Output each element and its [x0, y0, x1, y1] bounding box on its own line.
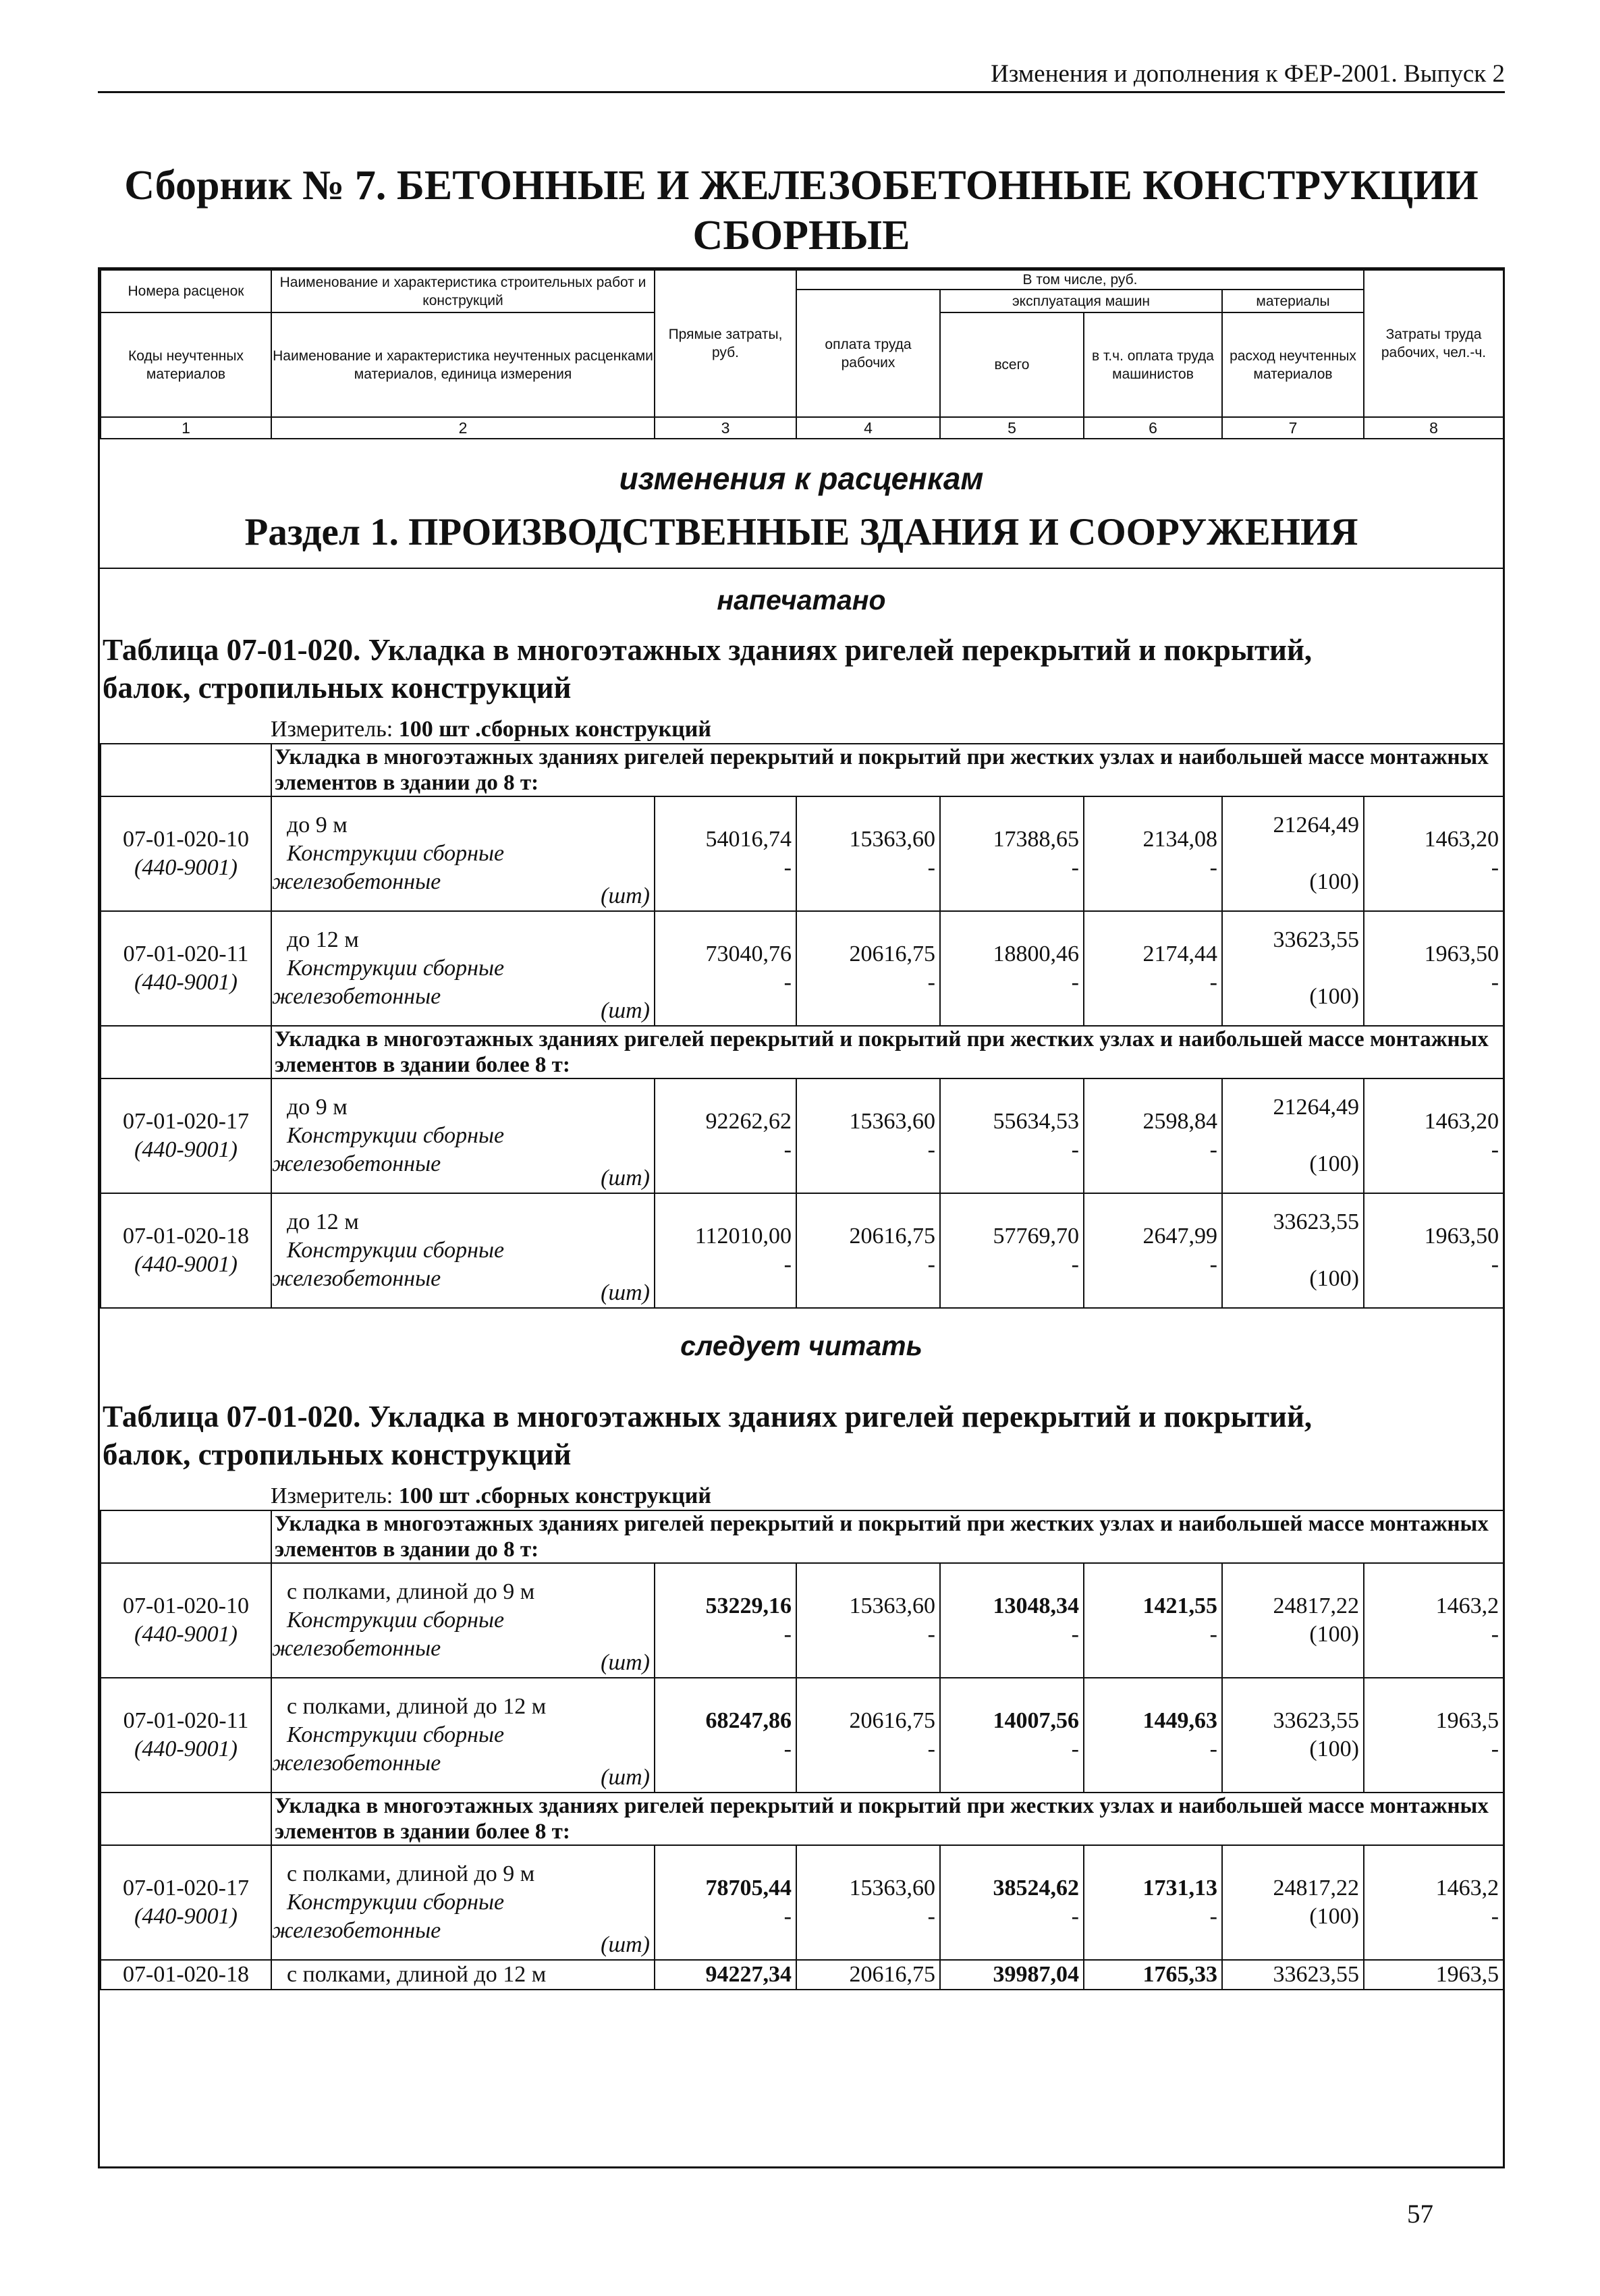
- table-row: [101, 1960, 1504, 1990]
- value-c7: 24817,22: [1273, 1593, 1359, 1618]
- value-c7: 21264,49: [1273, 1095, 1359, 1120]
- value-c6: 1449,63: [1142, 1708, 1217, 1733]
- group-row: [101, 1510, 1504, 1563]
- dash: -: [1209, 970, 1217, 995]
- value-c4: 15363,60: [849, 1109, 935, 1134]
- read-rows-table: [100, 1510, 1504, 1990]
- table-row: [101, 911, 1504, 1026]
- meter-label: Измеритель:: [271, 717, 399, 742]
- work-name: до 9 м: [287, 813, 348, 838]
- dash: -: [1491, 1252, 1499, 1277]
- dash: -: [783, 1137, 792, 1162]
- dash: -: [1491, 1137, 1499, 1162]
- table-title-line-1: Таблица 07-01-020. Укладка в многоэтажных зданиях ригелей перекрытий и покрытий,: [103, 1400, 1313, 1433]
- col-number: 7: [1222, 417, 1364, 439]
- col-number: 4: [796, 417, 940, 439]
- dash: -: [1209, 1737, 1217, 1761]
- value-cell: [1222, 1845, 1364, 1960]
- material-name: железобетонные: [272, 1266, 441, 1291]
- value-cell: [1364, 1960, 1504, 1990]
- rate-code: 07-01-020-17: [123, 1109, 249, 1134]
- value-cell: [655, 1678, 796, 1793]
- value-cell: [655, 1845, 796, 1960]
- material-code: (440-9001): [134, 1252, 238, 1277]
- rates-table: [98, 267, 1505, 2168]
- meter-value: 100 шт .сборных конструкций: [398, 1483, 711, 1508]
- material-name: Конструкции сборные: [287, 956, 505, 981]
- work-name-cell: [271, 1078, 655, 1193]
- table-row: [101, 1078, 1504, 1193]
- header-work-name: Наименование и характеристика строительных работ и конструкций: [271, 270, 655, 312]
- dash: -: [783, 1252, 792, 1277]
- value-c4: 20616,75: [849, 1708, 935, 1733]
- dash: -: [783, 1904, 792, 1929]
- value-cell: [796, 1845, 940, 1960]
- value-cell: [1084, 796, 1222, 911]
- value-c6: 1731,13: [1142, 1876, 1217, 1901]
- material-name: Конструкции сборные: [287, 1722, 505, 1747]
- title-line-2: СБОРНЫЕ: [692, 213, 910, 258]
- value-cell: [940, 1193, 1084, 1308]
- value-cell: [796, 1563, 940, 1678]
- value-cell: [940, 1678, 1084, 1793]
- material-name: Конструкции сборные: [287, 1890, 505, 1915]
- material-name: Конструкции сборные: [287, 1608, 505, 1633]
- material-name: железобетонные: [272, 984, 441, 1009]
- value-cell: [940, 1563, 1084, 1678]
- meter-value: 100 шт .сборных конструкций: [398, 717, 711, 742]
- value-c5: 57769,70: [993, 1224, 1079, 1249]
- value-cell: [1364, 1193, 1504, 1308]
- material-name: Конструкции сборные: [287, 1123, 505, 1148]
- changes-heading: изменения к расценкам: [619, 461, 984, 496]
- value-cell: [796, 1960, 940, 1990]
- value-c8: 1963,5: [1435, 1962, 1499, 1987]
- dash: -: [1071, 970, 1079, 995]
- value-c4: 20616,75: [849, 941, 935, 966]
- work-name-cell: [271, 911, 655, 1026]
- value-c8: 1963,50: [1424, 941, 1499, 966]
- collection-title: [98, 161, 1505, 261]
- dash: -: [1071, 1904, 1079, 1929]
- col-number: 3: [655, 417, 796, 439]
- table-title-line-2: балок, стропильных конструкций: [103, 1438, 572, 1471]
- value-c7: 33623,55: [1273, 1708, 1359, 1733]
- rate-code-cell: [101, 911, 271, 1026]
- value-cell: [655, 1078, 796, 1193]
- read-rows: [101, 1510, 1504, 1990]
- material-unit: (шт): [601, 998, 650, 1023]
- dash: -: [1209, 1137, 1217, 1162]
- col-number: 1: [101, 417, 271, 439]
- material-code: (440-9001): [134, 855, 238, 880]
- printed-rows: [101, 744, 1504, 1308]
- work-name-cell: [271, 1563, 655, 1678]
- table-row: [101, 1678, 1504, 1793]
- group-row: [101, 744, 1504, 796]
- group-caption: Укладка в многоэтажных зданиях ригелей перекрытий и покрытий при жестких узлах и наибольшей массе монтажных элементов в здании более 8 т:: [271, 1793, 1504, 1845]
- value-c3: 73040,76: [705, 941, 792, 966]
- value-cell: [1084, 1845, 1222, 1960]
- rate-code: 07-01-020-11: [123, 941, 249, 966]
- material-code: (440-9001): [134, 1622, 238, 1647]
- material-unit: (шт): [601, 1932, 650, 1957]
- work-name: с полками, длиной до 9 м: [287, 1579, 535, 1604]
- material-quantity: (100): [1309, 1266, 1359, 1291]
- value-c5: 14007,56: [993, 1708, 1079, 1733]
- value-c3: 54016,74: [705, 827, 792, 852]
- value-cell: [1222, 1960, 1364, 1990]
- dash: -: [927, 1252, 935, 1277]
- value-cell: [1364, 911, 1504, 1026]
- material-name: Конструкции сборные: [287, 1238, 505, 1263]
- work-name: с полками, длиной до 12 м: [287, 1694, 547, 1719]
- rate-code: 07-01-020-10: [123, 1593, 249, 1618]
- header-operator-pay: в т.ч. оплата труда машинистов: [1084, 312, 1222, 417]
- value-cell: [940, 1845, 1084, 1960]
- work-name-cell: [271, 1678, 655, 1793]
- value-c5: 13048,34: [993, 1593, 1079, 1618]
- dash: -: [927, 1904, 935, 1929]
- value-cell: [1084, 1563, 1222, 1678]
- dash: -: [1491, 1904, 1499, 1929]
- meter-label: Измеритель:: [271, 1483, 399, 1508]
- group-code-cell: [101, 1510, 271, 1563]
- material-unit: (шт): [601, 1650, 650, 1675]
- value-c6: 2134,08: [1142, 827, 1217, 852]
- material-code: (440-9001): [134, 970, 238, 995]
- value-c7: 21264,49: [1273, 813, 1359, 838]
- value-cell: [655, 1193, 796, 1308]
- dash: -: [783, 1737, 792, 1761]
- rate-code-cell: [101, 1193, 271, 1308]
- material-quantity: (100): [1309, 1737, 1359, 1761]
- table-row: [101, 796, 1504, 911]
- value-c8: 1463,2: [1435, 1876, 1499, 1901]
- material-code: (440-9001): [134, 1737, 238, 1761]
- value-c4: 20616,75: [849, 1962, 935, 1987]
- value-c5: 38524,62: [993, 1876, 1079, 1901]
- meter-line: [100, 716, 1503, 743]
- dash: -: [1209, 1904, 1217, 1929]
- dash: -: [1071, 1737, 1079, 1761]
- material-name: железобетонные: [272, 1636, 441, 1661]
- header-materials: материалы: [1222, 290, 1364, 312]
- value-c6: 1421,55: [1142, 1593, 1217, 1618]
- value-c5: 39987,04: [993, 1962, 1079, 1987]
- table-row: [101, 1193, 1504, 1308]
- header-direct-costs: Прямые затраты, руб.: [655, 270, 796, 417]
- value-c3: 92262,62: [705, 1109, 792, 1134]
- dash: -: [1071, 1252, 1079, 1277]
- group-code-cell: [101, 744, 271, 796]
- header-material-names: Наименование и характеристика неучтенных расценками материалов, единица измерения: [271, 312, 655, 417]
- rate-code-cell: [101, 796, 271, 911]
- value-cell: [796, 796, 940, 911]
- value-cell: [655, 796, 796, 911]
- work-name: с полками, длиной до 9 м: [287, 1861, 535, 1886]
- rate-code-cell: [101, 1678, 271, 1793]
- page-number: 57: [1407, 2199, 1433, 2229]
- table-title: [100, 1398, 1503, 1473]
- material-unit: (шт): [601, 1166, 650, 1191]
- value-c3: 94227,34: [705, 1962, 792, 1987]
- dash: -: [1209, 855, 1217, 880]
- material-name: Конструкции сборные: [287, 841, 505, 866]
- col-number: 2: [271, 417, 655, 439]
- value-cell: [940, 1960, 1084, 1990]
- material-quantity: (100): [1309, 984, 1359, 1009]
- group-code-cell: [101, 1026, 271, 1078]
- value-c8: 1463,20: [1424, 1109, 1499, 1134]
- material-code: (440-9001): [134, 1904, 238, 1929]
- header-rate-numbers: Номера расценок: [101, 270, 271, 312]
- value-cell: [1222, 1078, 1364, 1193]
- value-c5: 18800,46: [993, 941, 1079, 966]
- value-c3: 53229,16: [705, 1593, 792, 1618]
- rate-code: 07-01-020-10: [123, 827, 249, 852]
- header-including: В том числе, руб.: [796, 270, 1364, 290]
- dash: -: [1491, 1737, 1499, 1761]
- header-material-codes: Коды неучтенных материалов: [101, 312, 271, 417]
- table-title: [100, 631, 1503, 707]
- table-title-line-2: балок, стропильных конструкций: [103, 671, 572, 705]
- value-cell: [1084, 911, 1222, 1026]
- value-c8: 1963,5: [1435, 1708, 1499, 1733]
- table-row: [101, 1845, 1504, 1960]
- material-unit: (шт): [601, 1280, 650, 1305]
- value-cell: [796, 1678, 940, 1793]
- dash: -: [927, 1137, 935, 1162]
- spacer: [1223, 1236, 1359, 1265]
- material-unit: (шт): [601, 883, 650, 908]
- value-cell: [1222, 1563, 1364, 1678]
- value-c4: 15363,60: [849, 1876, 935, 1901]
- value-c3: 112010,00: [694, 1224, 792, 1249]
- work-name: до 9 м: [287, 1095, 348, 1120]
- printed-heading: напечатано: [717, 584, 886, 616]
- table-title-line-1: Таблица 07-01-020. Укладка в многоэтажных зданиях ригелей перекрытий и покрытий,: [103, 633, 1313, 667]
- running-header: Изменения и дополнения к ФЕР-2001. Выпуск 2: [98, 59, 1505, 93]
- value-cell: [1364, 1563, 1504, 1678]
- value-c7: 33623,55: [1273, 1209, 1359, 1234]
- value-cell: [655, 911, 796, 1026]
- material-quantity: (100): [1309, 869, 1359, 894]
- header-labor-costs: Затраты труда рабочих, чел.-ч.: [1364, 270, 1504, 417]
- work-name-cell: [271, 796, 655, 911]
- value-cell: [1222, 1678, 1364, 1793]
- col-number: 5: [940, 417, 1084, 439]
- value-cell: [655, 1563, 796, 1678]
- value-cell: [1222, 911, 1364, 1026]
- dash: -: [1071, 1137, 1079, 1162]
- value-cell: [1084, 1678, 1222, 1793]
- dash: -: [927, 970, 935, 995]
- work-name-cell: [271, 1960, 655, 1990]
- header-machines: эксплуатация машин: [940, 290, 1222, 312]
- rate-code-cell: [101, 1563, 271, 1678]
- value-c4: 15363,60: [849, 1593, 935, 1618]
- dash: -: [1209, 1252, 1217, 1277]
- dash: -: [1491, 970, 1499, 995]
- value-c4: 15363,60: [849, 827, 935, 852]
- table-header: [100, 269, 1504, 439]
- work-name-cell: [271, 1193, 655, 1308]
- group-code-cell: [101, 1793, 271, 1845]
- value-c8: 1463,20: [1424, 827, 1499, 852]
- rate-code: 07-01-020-18: [123, 1962, 249, 1987]
- value-cell: [1084, 1960, 1222, 1990]
- value-c3: 68247,86: [705, 1708, 792, 1733]
- rate-code-cell: [101, 1078, 271, 1193]
- meter-line: [100, 1483, 1503, 1510]
- section-title: Раздел 1. ПРОИЗВОДСТВЕННЫЕ ЗДАНИЯ И СООРУЖЕНИЯ: [100, 505, 1503, 569]
- dash: -: [783, 1622, 792, 1647]
- dash: -: [927, 1737, 935, 1761]
- value-c6: 2174,44: [1142, 941, 1217, 966]
- value-cell: [940, 796, 1084, 911]
- value-cell: [796, 911, 940, 1026]
- value-cell: [1364, 796, 1504, 911]
- header-machines-total: всего: [940, 312, 1084, 417]
- rate-code: 07-01-020-17: [123, 1876, 249, 1901]
- work-name: до 12 м: [287, 927, 359, 952]
- value-c3: 78705,44: [705, 1876, 792, 1901]
- dash: -: [1491, 855, 1499, 880]
- dash: -: [927, 855, 935, 880]
- group-caption: Укладка в многоэтажных зданиях ригелей перекрытий и покрытий при жестких узлах и наибольшей массе монтажных элементов в здании до 8 т:: [271, 1510, 1504, 1563]
- col-number: 6: [1084, 417, 1222, 439]
- value-c6: 2647,99: [1142, 1224, 1217, 1249]
- material-unit: (шт): [601, 1765, 650, 1790]
- value-cell: [655, 1960, 796, 1990]
- value-c7: 24817,22: [1273, 1876, 1359, 1901]
- header-material-consumption: расход неучтенных материалов: [1222, 312, 1364, 417]
- dash: -: [783, 855, 792, 880]
- dash: -: [927, 1622, 935, 1647]
- work-name-cell: [271, 1845, 655, 1960]
- value-cell: [1364, 1845, 1504, 1960]
- value-c8: 1963,50: [1424, 1224, 1499, 1249]
- dash: -: [1209, 1622, 1217, 1647]
- value-c7: 33623,55: [1273, 927, 1359, 952]
- material-quantity: (100): [1309, 1151, 1359, 1176]
- table-row: [101, 1563, 1504, 1678]
- material-quantity: (100): [1309, 1622, 1359, 1647]
- dash: -: [1491, 1622, 1499, 1647]
- read-heading: следует читать: [680, 1330, 922, 1361]
- value-c5: 17388,65: [993, 827, 1079, 852]
- group-caption: Укладка в многоэтажных зданиях ригелей перекрытий и покрытий при жестких узлах и наибольшей массе монтажных элементов в здании более 8 т:: [271, 1026, 1504, 1078]
- value-c6: 2598,84: [1142, 1109, 1217, 1134]
- spacer: [1223, 954, 1359, 983]
- title-line-1: Сборник № 7. БЕТОННЫЕ И ЖЕЛЕЗОБЕТОННЫЕ КОНСТРУКЦИИ: [124, 163, 1479, 209]
- value-cell: [1084, 1193, 1222, 1308]
- rate-code: 07-01-020-18: [123, 1224, 249, 1249]
- value-cell: [1222, 1193, 1364, 1308]
- material-name: железобетонные: [272, 869, 441, 894]
- group-row: [101, 1026, 1504, 1078]
- value-cell: [796, 1193, 940, 1308]
- material-quantity: (100): [1309, 1904, 1359, 1929]
- work-name: с полками, длиной до 12 м: [287, 1962, 547, 1987]
- value-cell: [940, 1078, 1084, 1193]
- header-worker-pay: оплата труда рабочих: [796, 290, 940, 417]
- rate-code: 07-01-020-11: [123, 1708, 249, 1733]
- value-cell: [1084, 1078, 1222, 1193]
- value-c8: 1463,2: [1435, 1593, 1499, 1618]
- work-name: до 12 м: [287, 1209, 359, 1234]
- material-code: (440-9001): [134, 1137, 238, 1162]
- value-cell: [1364, 1678, 1504, 1793]
- value-cell: [1222, 796, 1364, 911]
- spacer: [1223, 840, 1359, 868]
- printed-rows-table: [100, 743, 1504, 1309]
- value-c6: 1765,33: [1142, 1962, 1217, 1987]
- material-name: железобетонные: [272, 1751, 441, 1776]
- value-cell: [1364, 1078, 1504, 1193]
- rate-code-cell: [101, 1845, 271, 1960]
- value-c5: 55634,53: [993, 1109, 1079, 1134]
- value-cell: [940, 911, 1084, 1026]
- group-row: [101, 1793, 1504, 1845]
- col-number: 8: [1364, 417, 1504, 439]
- dash: -: [783, 970, 792, 995]
- material-name: железобетонные: [272, 1918, 441, 1943]
- dash: -: [1071, 855, 1079, 880]
- value-c7: 33623,55: [1273, 1962, 1359, 1987]
- dash: -: [1071, 1622, 1079, 1647]
- value-c4: 20616,75: [849, 1224, 935, 1249]
- material-name: железобетонные: [272, 1151, 441, 1176]
- value-cell: [796, 1078, 940, 1193]
- rate-code-cell: [101, 1960, 271, 1990]
- group-caption: Укладка в многоэтажных зданиях ригелей перекрытий и покрытий при жестких узлах и наибольшей массе монтажных элементов в здании до 8 т:: [271, 744, 1504, 796]
- spacer: [1223, 1122, 1359, 1150]
